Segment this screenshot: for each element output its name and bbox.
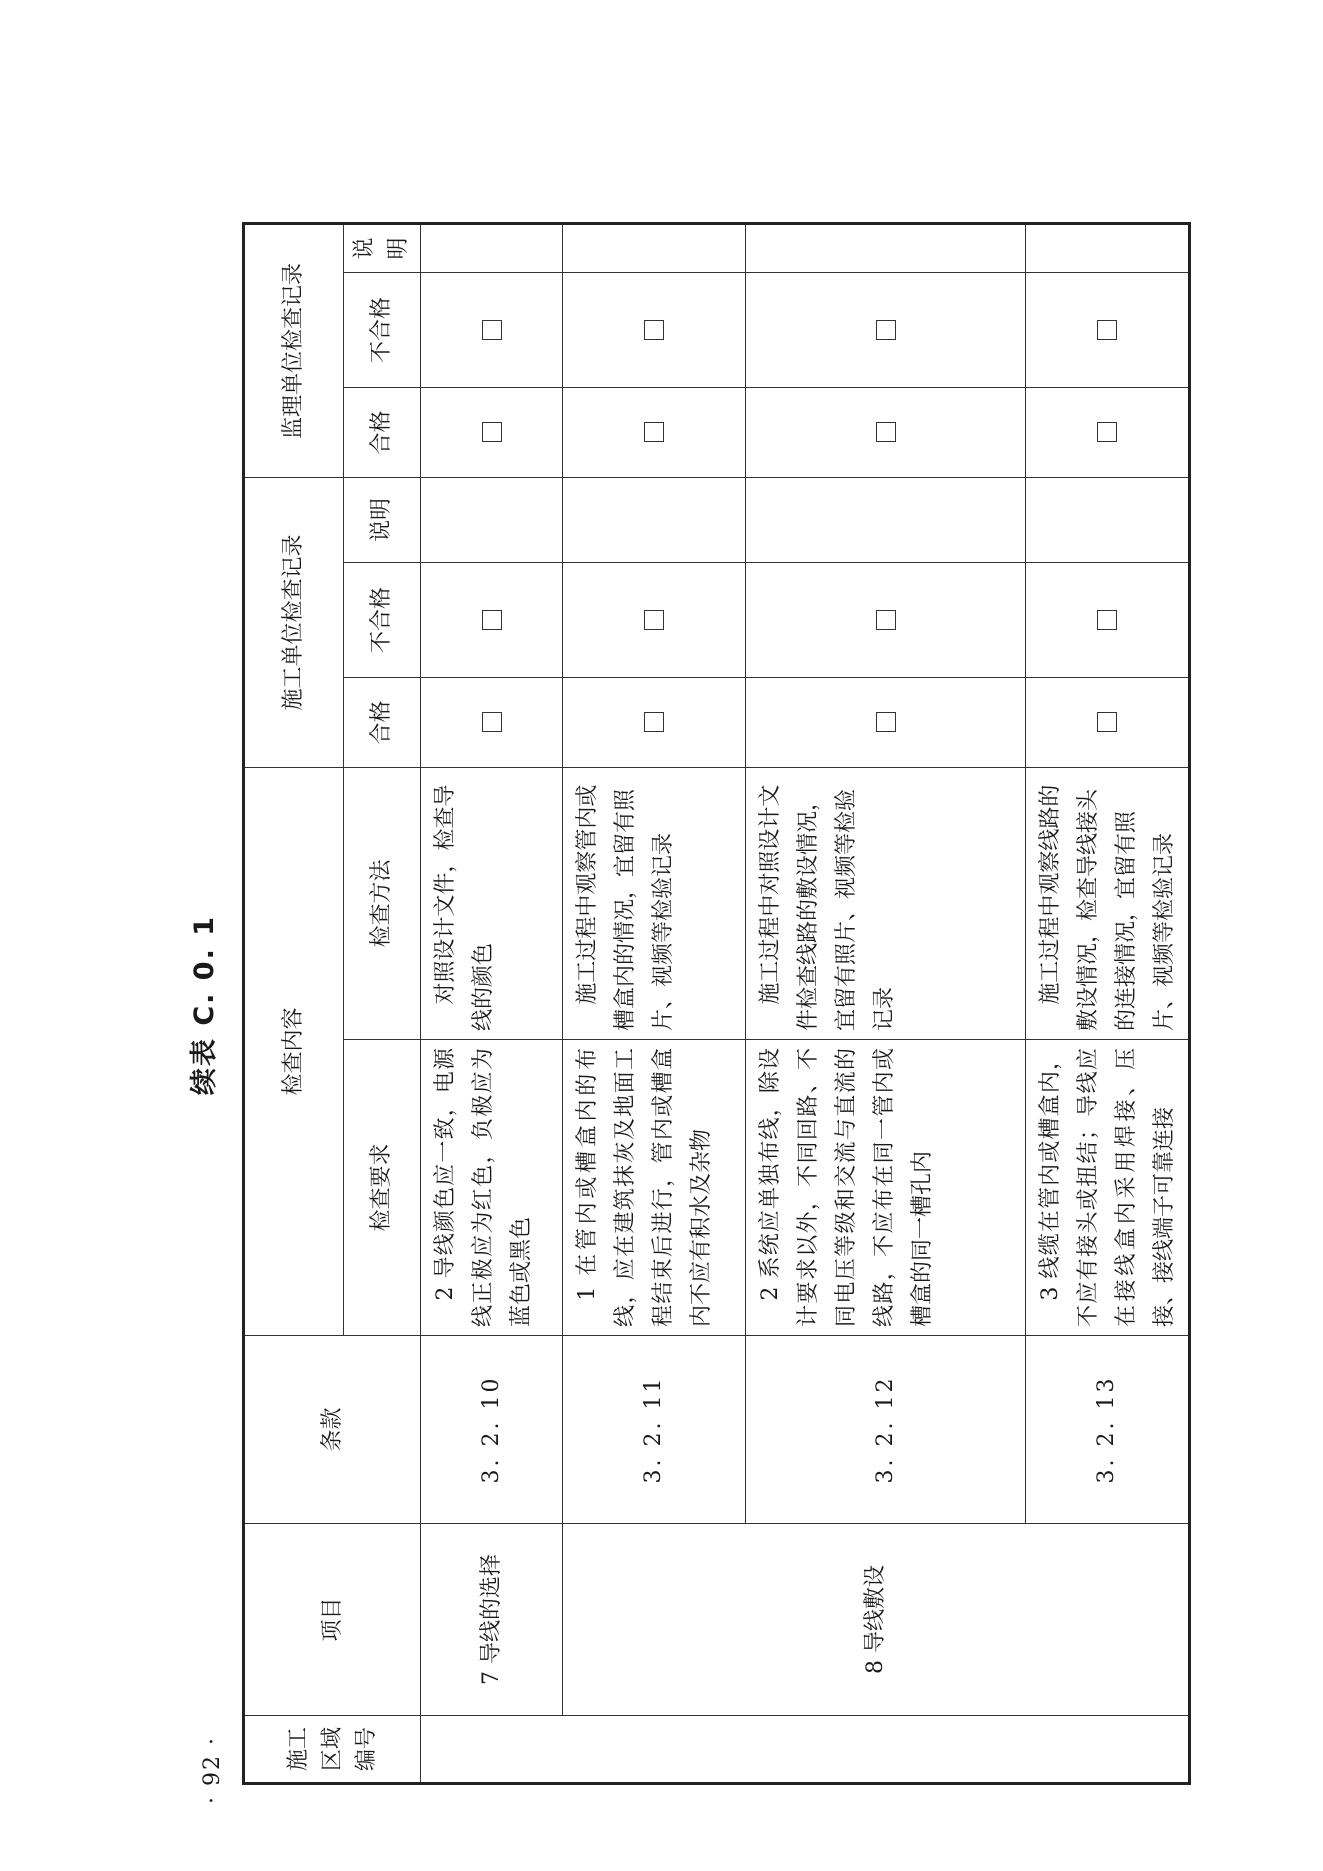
inspection-table-wrapper (242, 225, 1177, 1785)
requirement-cell: 1 在管内或槽盒内的布线，应在建筑抹灰及地面工程结束后进行，管内或槽盒内不应有积水及杂物 (563, 1040, 746, 1336)
supervisor-fail-checkbox[interactable] (644, 320, 664, 340)
supervisor-pass-checkbox[interactable] (1097, 422, 1117, 442)
contractor-pass-checkbox[interactable] (876, 712, 896, 732)
supervisor-fail-checkbox[interactable] (1097, 320, 1117, 340)
supervisor-fail-checkbox[interactable] (876, 320, 896, 340)
requirement-cell: 3 线缆在管内或槽盒内，不应有接头或扭结；导线应在接线盒内采用焊接、压接、接线端子可靠连接 (1026, 1040, 1190, 1336)
method-cell: 施工过程中观察线路的敷设情况，检查导线接头的连接情况，宜留有照片、视频等检验记录 (1026, 767, 1190, 1039)
contractor-note-cell[interactable] (1026, 477, 1190, 562)
supervisor-pass-cell (1026, 387, 1190, 477)
header-method: 检查方法 (344, 767, 421, 1039)
contractor-fail-checkbox[interactable] (644, 610, 664, 630)
project-cell-7: 7 导线的选择 (421, 1524, 563, 1716)
header-project: 项目 (244, 1524, 421, 1716)
header-supervisor-pass: 合格 (344, 387, 421, 477)
contractor-fail-cell (421, 562, 563, 677)
contractor-note-cell[interactable] (563, 477, 746, 562)
supervisor-note-cell[interactable] (746, 223, 1026, 272)
supervisor-pass-checkbox[interactable] (876, 422, 896, 442)
supervisor-pass-cell (746, 387, 1026, 477)
contractor-fail-checkbox[interactable] (876, 610, 896, 630)
supervisor-fail-cell (563, 272, 746, 387)
contractor-pass-cell (563, 677, 746, 767)
project-cell-8: 8 导线敷设 (563, 1524, 1190, 1716)
supervisor-fail-checkbox[interactable] (482, 320, 502, 340)
contractor-fail-cell (1026, 562, 1190, 677)
header-contractor-note: 说明 (344, 477, 421, 562)
header-contractor-pass: 合格 (344, 677, 421, 767)
supervisor-pass-checkbox[interactable] (482, 422, 502, 442)
contractor-fail-cell (746, 562, 1026, 677)
header-supervisor-note: 说明 (344, 223, 421, 272)
rotated-page (182, 225, 1182, 1785)
requirement-cell: 2 导线颜色应一致，电源线正极应为红色，负极应为蓝色或黑色 (421, 1040, 563, 1336)
supervisor-fail-cell (421, 272, 563, 387)
requirement-cell: 2 系统应单独布线，除设计要求以外，不同回路、不同电压等级和交流与直流的线路，不应布在同一管内或槽盒的同一槽孔内 (746, 1040, 1026, 1336)
contractor-pass-cell (746, 677, 1026, 767)
header-area: 施工区域编号 (244, 1716, 421, 1784)
supervisor-note-cell[interactable] (1026, 223, 1190, 272)
contractor-note-cell[interactable] (746, 477, 1026, 562)
contractor-pass-checkbox[interactable] (482, 712, 502, 732)
supervisor-note-cell[interactable] (421, 223, 563, 272)
supervisor-pass-cell (563, 387, 746, 477)
clause-cell: 3. 2. 10 (421, 1336, 563, 1524)
contractor-pass-cell (1026, 677, 1190, 767)
header-contractor-fail: 不合格 (344, 562, 421, 677)
supervisor-pass-checkbox[interactable] (644, 422, 664, 442)
table-row (421, 223, 563, 1783)
inspection-table (242, 222, 1191, 1785)
header-requirement: 检查要求 (344, 1040, 421, 1336)
contractor-pass-checkbox[interactable] (644, 712, 664, 732)
header-supervisor: 监理单位检查记录 (244, 223, 344, 477)
method-cell: 施工过程中对照设计文件检查线路的敷设情况，宜留有照片、视频等检验记录 (746, 767, 1026, 1039)
area-cell (421, 1716, 1190, 1784)
table-row (563, 223, 746, 1783)
header-contractor: 施工单位检查记录 (244, 477, 344, 767)
method-cell: 施工过程中观察管内或槽盒内的情况，宜留有照片、视频等检验记录 (563, 767, 746, 1039)
contractor-note-cell[interactable] (421, 477, 563, 562)
supervisor-fail-cell (746, 272, 1026, 387)
contractor-pass-cell (421, 677, 563, 767)
contractor-pass-checkbox[interactable] (1097, 712, 1117, 732)
supervisor-pass-cell (421, 387, 563, 477)
header-clause: 条款 (244, 1336, 421, 1524)
clause-cell: 3. 2. 11 (563, 1336, 746, 1524)
contractor-fail-checkbox[interactable] (1097, 610, 1117, 630)
header-supervisor-fail: 不合格 (344, 272, 421, 387)
header-content: 检查内容 (244, 767, 344, 1335)
page-number: · 92 · (200, 1736, 225, 1804)
contractor-fail-cell (563, 562, 746, 677)
contractor-fail-checkbox[interactable] (482, 610, 502, 630)
method-cell: 对照设计文件，检查导线的颜色 (421, 767, 563, 1039)
table-caption: 续表 C. 0. 1 (189, 914, 220, 1096)
supervisor-note-cell[interactable] (563, 223, 746, 272)
clause-cell: 3. 2. 13 (1026, 1336, 1190, 1524)
supervisor-fail-cell (1026, 272, 1190, 387)
clause-cell: 3. 2. 12 (746, 1336, 1026, 1524)
